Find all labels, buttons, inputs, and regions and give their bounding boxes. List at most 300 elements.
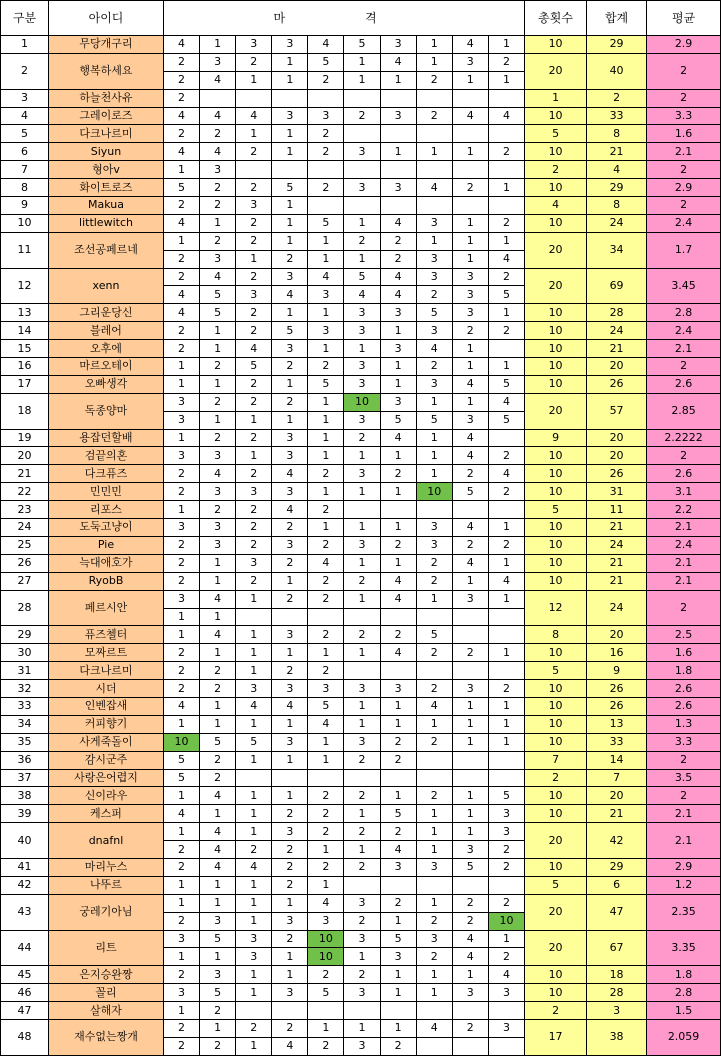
score-cell: 2 xyxy=(200,197,236,215)
score-cell: 1 xyxy=(380,358,416,376)
score-cell: 1 xyxy=(272,948,308,966)
total-sum: 21 xyxy=(587,805,647,823)
average: 2.1 xyxy=(647,519,721,537)
table-row xyxy=(1,984,721,1002)
score-cell: 1 xyxy=(200,876,236,894)
average: 2 xyxy=(647,590,721,626)
score-cell: 2 xyxy=(164,1019,200,1037)
score-cell: 3 xyxy=(236,948,272,966)
score-cell: 2 xyxy=(272,930,308,948)
average: 2.9 xyxy=(647,858,721,876)
score-cell: 1 xyxy=(308,232,344,250)
score-cell: 1 xyxy=(380,912,416,930)
player-id: 그레이로즈 xyxy=(49,107,164,125)
score-cell: 2 xyxy=(416,644,452,662)
score-cell: 1 xyxy=(452,733,488,751)
score-cell: 5 xyxy=(200,304,236,322)
score-cell: 4 xyxy=(488,393,524,411)
score-cell: 4 xyxy=(200,465,236,483)
row-number: 23 xyxy=(1,501,49,519)
header-sum: 합계 xyxy=(587,1,647,36)
score-cell: 2 xyxy=(380,626,416,644)
score-cell: 5 xyxy=(380,411,416,429)
total-count: 10 xyxy=(525,375,587,393)
row-number: 32 xyxy=(1,680,49,698)
total-count: 20 xyxy=(525,232,587,268)
score-cell xyxy=(380,769,416,787)
score-cell: 2 xyxy=(272,554,308,572)
score-cell xyxy=(452,197,488,215)
score-cell: 2 xyxy=(452,912,488,930)
total-sum: 69 xyxy=(587,268,647,304)
average: 2.6 xyxy=(647,465,721,483)
score-cell: 3 xyxy=(380,107,416,125)
score-cell: 2 xyxy=(344,751,380,769)
total-sum: 67 xyxy=(587,930,647,966)
total-count: 5 xyxy=(525,662,587,680)
score-cell: 1 xyxy=(416,447,452,465)
table-row xyxy=(1,125,721,143)
total-sum: 20 xyxy=(587,626,647,644)
table-row xyxy=(1,894,721,912)
table-row xyxy=(1,340,721,358)
table-row xyxy=(1,89,721,107)
score-cell: 1 xyxy=(236,894,272,912)
row-number: 16 xyxy=(1,358,49,376)
total-count: 9 xyxy=(525,429,587,447)
average: 1.8 xyxy=(647,662,721,680)
score-cell: 3 xyxy=(452,841,488,859)
score-cell: 2 xyxy=(164,197,200,215)
score-cell: 3 xyxy=(272,536,308,554)
average: 2.1 xyxy=(647,340,721,358)
score-cell: 2 xyxy=(452,894,488,912)
header-row xyxy=(1,1,721,36)
player-id: 시더 xyxy=(49,680,164,698)
score-cell: 5 xyxy=(200,984,236,1002)
score-cell xyxy=(380,608,416,626)
score-cell: 4 xyxy=(164,36,200,54)
score-cell: 2 xyxy=(488,447,524,465)
score-cell: 1 xyxy=(380,519,416,537)
score-cell: 1 xyxy=(236,751,272,769)
score-cell: 3 xyxy=(380,36,416,54)
score-cell: 2 xyxy=(236,393,272,411)
score-cell: 1 xyxy=(380,143,416,161)
score-cell xyxy=(308,197,344,215)
score-cell: 3 xyxy=(236,680,272,698)
score-cell: 1 xyxy=(200,36,236,54)
score-cell: 2 xyxy=(164,250,200,268)
score-cell: 10 xyxy=(164,733,200,751)
header-scores: 마 격 xyxy=(164,1,525,36)
average: 2 xyxy=(647,197,721,215)
score-cell: 1 xyxy=(308,644,344,662)
score-cell: 2 xyxy=(308,358,344,376)
score-cell xyxy=(344,197,380,215)
player-id: 마리누스 xyxy=(49,858,164,876)
score-cell: 1 xyxy=(200,608,236,626)
table-row xyxy=(1,179,721,197)
score-cell: 2 xyxy=(272,519,308,537)
score-cell: 4 xyxy=(488,572,524,590)
row-number: 42 xyxy=(1,876,49,894)
total-count: 10 xyxy=(525,805,587,823)
score-cell: 2 xyxy=(200,501,236,519)
score-cell: 1 xyxy=(416,894,452,912)
total-sum: 33 xyxy=(587,733,647,751)
row-number: 11 xyxy=(1,232,49,268)
total-count: 10 xyxy=(525,519,587,537)
total-sum: 20 xyxy=(587,429,647,447)
score-cell xyxy=(452,125,488,143)
score-cell: 1 xyxy=(416,715,452,733)
score-cell: 1 xyxy=(200,948,236,966)
table-row xyxy=(1,715,721,733)
score-cell: 2 xyxy=(488,143,524,161)
score-cell: 3 xyxy=(416,214,452,232)
score-cell: 1 xyxy=(164,429,200,447)
score-cell: 1 xyxy=(272,143,308,161)
score-cell xyxy=(344,608,380,626)
average: 3.45 xyxy=(647,268,721,304)
table-row xyxy=(1,268,721,286)
score-cell: 1 xyxy=(488,554,524,572)
total-count: 10 xyxy=(525,179,587,197)
player-id: 다크퓨즈 xyxy=(49,465,164,483)
score-cell xyxy=(272,608,308,626)
score-cell: 1 xyxy=(200,340,236,358)
total-count: 10 xyxy=(525,787,587,805)
score-cell xyxy=(272,1002,308,1020)
score-cell: 2 xyxy=(164,662,200,680)
average: 2 xyxy=(647,53,721,89)
score-cell: 3 xyxy=(164,984,200,1002)
score-cell: 2 xyxy=(488,214,524,232)
table-row xyxy=(1,322,721,340)
total-count: 5 xyxy=(525,125,587,143)
score-cell: 10 xyxy=(344,393,380,411)
score-cell: 1 xyxy=(164,876,200,894)
score-cell: 1 xyxy=(380,483,416,501)
score-cell xyxy=(452,1037,488,1055)
score-cell: 1 xyxy=(164,626,200,644)
table-row xyxy=(1,501,721,519)
score-cell: 1 xyxy=(452,787,488,805)
total-sum: 8 xyxy=(587,197,647,215)
score-cell: 4 xyxy=(452,375,488,393)
score-cell: 5 xyxy=(308,697,344,715)
table-row xyxy=(1,143,721,161)
score-cell: 4 xyxy=(416,340,452,358)
score-cell: 4 xyxy=(380,429,416,447)
score-cell: 1 xyxy=(236,250,272,268)
average: 2.059 xyxy=(647,1019,721,1055)
score-cell: 2 xyxy=(344,572,380,590)
player-id: 모짜르트 xyxy=(49,644,164,662)
score-cell xyxy=(272,769,308,787)
score-cell: 5 xyxy=(452,483,488,501)
score-cell: 2 xyxy=(452,465,488,483)
player-id: 꼴리 xyxy=(49,984,164,1002)
score-cell: 5 xyxy=(308,53,344,71)
average: 2 xyxy=(647,358,721,376)
score-cell: 5 xyxy=(416,626,452,644)
score-cell: 5 xyxy=(308,984,344,1002)
score-cell: 4 xyxy=(164,107,200,125)
score-cell: 1 xyxy=(344,250,380,268)
score-cell: 1 xyxy=(236,876,272,894)
score-cell: 2 xyxy=(416,912,452,930)
score-cell: 1 xyxy=(488,179,524,197)
score-cell: 1 xyxy=(488,36,524,54)
table-row xyxy=(1,519,721,537)
score-cell: 3 xyxy=(236,286,272,304)
total-count: 10 xyxy=(525,36,587,54)
score-cell: 4 xyxy=(200,823,236,841)
score-cell: 4 xyxy=(380,644,416,662)
score-cell: 2 xyxy=(452,1019,488,1037)
table-row xyxy=(1,232,721,250)
total-count: 10 xyxy=(525,680,587,698)
score-cell: 2 xyxy=(488,894,524,912)
total-count: 20 xyxy=(525,823,587,859)
score-cell xyxy=(416,751,452,769)
average: 2 xyxy=(647,89,721,107)
player-id: 블레어 xyxy=(49,322,164,340)
score-cell: 1 xyxy=(488,304,524,322)
score-cell: 1 xyxy=(272,644,308,662)
score-cell: 2 xyxy=(272,1019,308,1037)
score-cell: 1 xyxy=(236,1037,272,1055)
score-cell xyxy=(488,751,524,769)
average: 1.3 xyxy=(647,715,721,733)
score-cell xyxy=(344,769,380,787)
total-sum: 18 xyxy=(587,966,647,984)
score-cell: 5 xyxy=(164,769,200,787)
score-cell: 3 xyxy=(236,197,272,215)
score-cell: 2 xyxy=(344,429,380,447)
player-id: 커피향기 xyxy=(49,715,164,733)
player-id: 늑대애호가 xyxy=(49,554,164,572)
score-cell: 1 xyxy=(164,358,200,376)
score-cell: 1 xyxy=(344,447,380,465)
score-cell: 3 xyxy=(452,304,488,322)
average: 2.1 xyxy=(647,823,721,859)
player-id: 은지승완짱 xyxy=(49,966,164,984)
score-cell: 1 xyxy=(272,715,308,733)
score-cell: 2 xyxy=(452,644,488,662)
score-cell: 3 xyxy=(416,519,452,537)
table-row xyxy=(1,966,721,984)
score-cell: 4 xyxy=(200,626,236,644)
score-cell: 4 xyxy=(380,286,416,304)
score-cell: 1 xyxy=(272,894,308,912)
score-cell: 1 xyxy=(416,36,452,54)
score-cell: 2 xyxy=(272,805,308,823)
table-row xyxy=(1,358,721,376)
score-cell xyxy=(308,769,344,787)
score-cell: 1 xyxy=(200,644,236,662)
table-row xyxy=(1,662,721,680)
score-cell: 3 xyxy=(236,36,272,54)
score-cell: 4 xyxy=(272,501,308,519)
table-row xyxy=(1,197,721,215)
score-cell: 2 xyxy=(236,322,272,340)
score-cell xyxy=(416,125,452,143)
score-cell: 2 xyxy=(164,89,200,107)
score-cell: 1 xyxy=(488,733,524,751)
score-cell: 5 xyxy=(416,304,452,322)
score-cell xyxy=(344,161,380,179)
row-number: 9 xyxy=(1,197,49,215)
score-cell: 1 xyxy=(452,823,488,841)
score-cell: 1 xyxy=(380,697,416,715)
score-cell: 2 xyxy=(380,465,416,483)
score-cell: 2 xyxy=(164,912,200,930)
total-count: 20 xyxy=(525,930,587,966)
score-cell: 1 xyxy=(272,304,308,322)
player-id: 마르오테이 xyxy=(49,358,164,376)
total-sum: 42 xyxy=(587,823,647,859)
score-cell: 2 xyxy=(164,1037,200,1055)
score-cell: 3 xyxy=(164,411,200,429)
score-cell: 2 xyxy=(164,966,200,984)
score-cell: 1 xyxy=(344,554,380,572)
score-cell: 2 xyxy=(164,644,200,662)
score-cell: 5 xyxy=(272,179,308,197)
average: 3.3 xyxy=(647,733,721,751)
row-number: 1 xyxy=(1,36,49,54)
total-count: 10 xyxy=(525,966,587,984)
score-cell: 1 xyxy=(236,411,272,429)
score-cell: 2 xyxy=(236,375,272,393)
row-number: 26 xyxy=(1,554,49,572)
table-row xyxy=(1,876,721,894)
player-id: 독종양마 xyxy=(49,393,164,429)
row-number: 34 xyxy=(1,715,49,733)
score-cell: 4 xyxy=(236,340,272,358)
average: 2.4 xyxy=(647,214,721,232)
score-cell: 2 xyxy=(380,823,416,841)
score-cell: 2 xyxy=(344,107,380,125)
score-cell: 2 xyxy=(452,322,488,340)
total-sum: 29 xyxy=(587,36,647,54)
score-cell: 1 xyxy=(200,322,236,340)
score-cell: 1 xyxy=(488,519,524,537)
row-number: 44 xyxy=(1,930,49,966)
score-cell: 2 xyxy=(200,429,236,447)
score-cell: 2 xyxy=(308,966,344,984)
total-count: 10 xyxy=(525,733,587,751)
score-cell: 2 xyxy=(452,179,488,197)
average: 3.1 xyxy=(647,483,721,501)
score-cell: 3 xyxy=(452,411,488,429)
score-cell xyxy=(488,662,524,680)
score-cell: 2 xyxy=(380,751,416,769)
total-sum: 21 xyxy=(587,572,647,590)
score-cell: 2 xyxy=(416,554,452,572)
score-cell: 2 xyxy=(308,501,344,519)
score-cell: 3 xyxy=(416,250,452,268)
score-cell: 2 xyxy=(164,536,200,554)
score-cell: 1 xyxy=(344,1019,380,1037)
average: 3.5 xyxy=(647,769,721,787)
score-cell: 1 xyxy=(308,751,344,769)
score-cell: 1 xyxy=(416,984,452,1002)
score-cell: 1 xyxy=(308,876,344,894)
score-cell: 3 xyxy=(416,268,452,286)
score-cell xyxy=(236,608,272,626)
score-cell: 1 xyxy=(452,250,488,268)
score-cell: 2 xyxy=(344,232,380,250)
score-cell xyxy=(272,161,308,179)
row-number: 24 xyxy=(1,519,49,537)
row-number: 41 xyxy=(1,858,49,876)
score-cell xyxy=(236,161,272,179)
score-cell: 4 xyxy=(416,1019,452,1037)
score-cell: 5 xyxy=(488,375,524,393)
row-number: 18 xyxy=(1,393,49,429)
table-row xyxy=(1,304,721,322)
score-cell xyxy=(236,769,272,787)
score-cell: 5 xyxy=(380,930,416,948)
score-cell: 2 xyxy=(272,590,308,608)
score-cell: 2 xyxy=(416,733,452,751)
score-cell: 3 xyxy=(344,1037,380,1055)
score-cell: 1 xyxy=(200,214,236,232)
score-cell: 5 xyxy=(164,751,200,769)
score-cell: 10 xyxy=(416,483,452,501)
row-number: 13 xyxy=(1,304,49,322)
score-cell: 2 xyxy=(308,71,344,89)
score-cell: 4 xyxy=(200,268,236,286)
score-cell: 1 xyxy=(344,841,380,859)
score-cell: 2 xyxy=(416,286,452,304)
row-number: 5 xyxy=(1,125,49,143)
score-cell: 5 xyxy=(308,214,344,232)
score-cell: 2 xyxy=(416,948,452,966)
score-cell: 2 xyxy=(308,1037,344,1055)
score-cell: 3 xyxy=(308,680,344,698)
score-cell xyxy=(344,125,380,143)
table-row xyxy=(1,769,721,787)
score-table-body xyxy=(1,1,721,1056)
score-cell: 1 xyxy=(164,894,200,912)
score-cell: 4 xyxy=(200,841,236,859)
row-number: 12 xyxy=(1,268,49,304)
row-number: 33 xyxy=(1,697,49,715)
total-sum: 40 xyxy=(587,53,647,89)
total-count: 20 xyxy=(525,53,587,89)
score-cell: 1 xyxy=(452,214,488,232)
score-cell: 3 xyxy=(164,519,200,537)
row-number: 2 xyxy=(1,53,49,89)
total-sum: 9 xyxy=(587,662,647,680)
score-cell: 2 xyxy=(164,125,200,143)
score-cell: 2 xyxy=(380,250,416,268)
score-cell: 2 xyxy=(308,805,344,823)
player-id: 화이트로즈 xyxy=(49,179,164,197)
average: 2.1 xyxy=(647,805,721,823)
score-cell: 4 xyxy=(308,36,344,54)
total-sum: 20 xyxy=(587,358,647,376)
table-row xyxy=(1,53,721,71)
row-number: 19 xyxy=(1,429,49,447)
score-cell: 4 xyxy=(236,858,272,876)
score-cell xyxy=(416,161,452,179)
score-cell: 4 xyxy=(452,519,488,537)
